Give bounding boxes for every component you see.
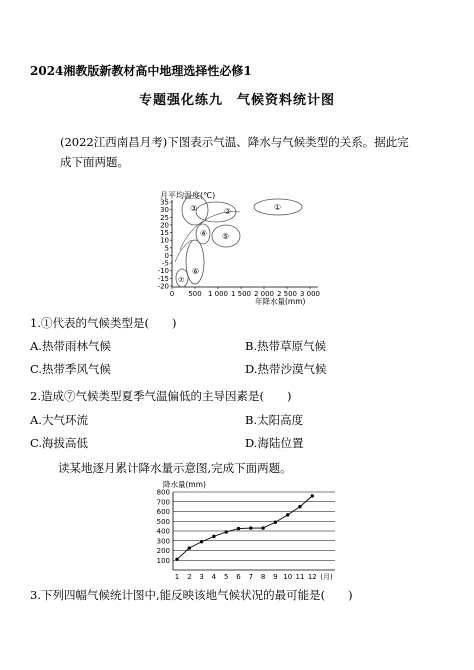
chart2-y-tick-label: 800 [156,488,170,497]
question-1-option-c[interactable]: C.热带季风气候 [30,362,112,376]
precip-point [311,494,314,497]
question-2-option-d[interactable]: D.海陆位置 [245,436,304,450]
document-header: 2024湘教版新教材高中地理选择性必修1 [30,64,252,78]
precip-point [249,526,252,529]
precip-line [177,496,312,559]
region-1-label: ① [274,203,282,212]
chart1-y-tick-label: -5 [162,259,169,268]
chart1-y-tick-label: -20 [157,282,169,291]
intro-paragraph-2: 读某地逐月累计降水量示意图,完成下面两题。 [58,461,292,475]
chart1-y-tick-label: -10 [157,267,169,276]
chart1-y-tick-label: 30 [160,206,169,215]
chart2-x-tick-label: 8 [260,573,266,581]
question-2-option-c[interactable]: C.海拔高低 [30,436,89,450]
question-3-stem: 3.下列四幅气候统计图中,能反映该地气候状况的最可能是( ) [30,588,353,602]
region-4-label: ④ [200,229,208,238]
chart1-x-tick-label: 3 000 [299,290,321,298]
region-6-label: ⑥ [192,267,200,276]
chart2-x-tick-label: 7 [248,573,254,581]
chart2-ylabel: 降水量(mm) [163,480,206,489]
chart1-x-tick-label: 1 500 [230,290,252,298]
chart2-y-tick-label: 100 [156,556,170,565]
chart2-x-tick-label: 5 [223,573,229,581]
chart2-x-tick-label: 12 [307,573,317,581]
precip-point [175,558,178,561]
chart2-x-tick-label: 2 [187,573,192,581]
region-boundary-curve-2 [175,240,192,262]
question-2-option-b[interactable]: B.太阳高度 [245,413,304,427]
precip-point [212,535,215,538]
chart1-y-tick-label: 10 [160,236,169,245]
precip-point [225,530,228,533]
chart2-grid [173,492,335,570]
chart2-y-tick-label: 200 [156,547,170,555]
region-5-label: ⑤ [222,232,230,241]
chart1-y-tick-label: 15 [160,229,169,238]
chart2-xlabel: (月) [320,573,333,581]
chart2-x-tick-label: 3 [199,573,204,581]
chart2-y-tick-label: 300 [156,537,170,546]
chart1-x-tick-label: 2 000 [253,290,275,298]
question-1-stem: 1.①代表的气候类型是( ) [30,316,177,330]
chart1-ylabel: 月平均温度(℃) [160,191,216,200]
chart2-y-tick-label: 400 [156,527,170,536]
chart1-y-tick-label: 5 [164,244,169,253]
region-7-label: ⑦ [178,276,185,284]
chart2-y-ticks [157,489,170,565]
chart1-x-tick-label: 500 [188,290,202,298]
precip-point [188,546,191,549]
question-2-option-a[interactable]: A.大气环流 [30,413,88,427]
chart2-x-tick-label: 1 [174,573,180,581]
intro-paragraph: (2022江西南昌月考)下图表示气温、降水与气候类型的关系。据此完成下面两题。 [60,135,409,169]
chart1-y-tick-label: 25 [160,213,169,222]
precip-point [274,521,277,524]
question-1-option-b[interactable]: B.热带草原气候 [245,339,327,353]
chart1-y-tick-label: 20 [160,221,169,230]
chart1-x-tick-label: 2 500 [276,290,298,298]
region-2-label: ② [224,207,232,216]
chart2-x-tick-label: 6 [236,573,241,581]
precip-point [286,513,289,516]
page-title: 专题强化练九 气候资料统计图 [138,93,335,108]
chart2-x-ticks [175,573,333,581]
cumulative-precip-chart [145,478,345,583]
chart2-x-tick-label: 4 [211,573,217,581]
chart2-x-tick-label: 11 [295,573,305,581]
chart1-y-tick-label: -15 [157,274,169,283]
chart1-x-tick-label: 0 [169,290,175,298]
precip-point [200,540,203,543]
chart1-x-tick-label: 1 000 [207,290,229,298]
precip-point [261,526,264,529]
climate-region-chart [150,190,330,310]
chart1-xlabel: 年降水量(mm) [255,297,306,306]
precip-points [175,494,314,561]
precip-point [237,527,240,530]
chart1-y-ticks [158,199,172,291]
question-2-stem: 2.造成⑦气候类型夏季气温偏低的主导因素是( ) [30,389,292,403]
region-6-outline [186,240,204,284]
precip-point [298,505,301,508]
chart1-y-tick-label: 0 [164,251,169,260]
chart2-x-tick-label: 9 [273,573,278,581]
chart2-x-tick-label: 10 [283,573,293,581]
chart2-y-tick-label: 500 [156,517,170,526]
question-1-option-d[interactable]: D.热带沙漠气候 [245,362,327,376]
chart2-y-tick-label: 700 [156,498,170,507]
chart1-y-tick-label: 35 [160,198,169,207]
chart2-y-tick-label: 600 [156,508,170,516]
region-3-label: ③ [190,204,198,213]
question-1-option-a[interactable]: A.热带雨林气候 [30,339,111,353]
